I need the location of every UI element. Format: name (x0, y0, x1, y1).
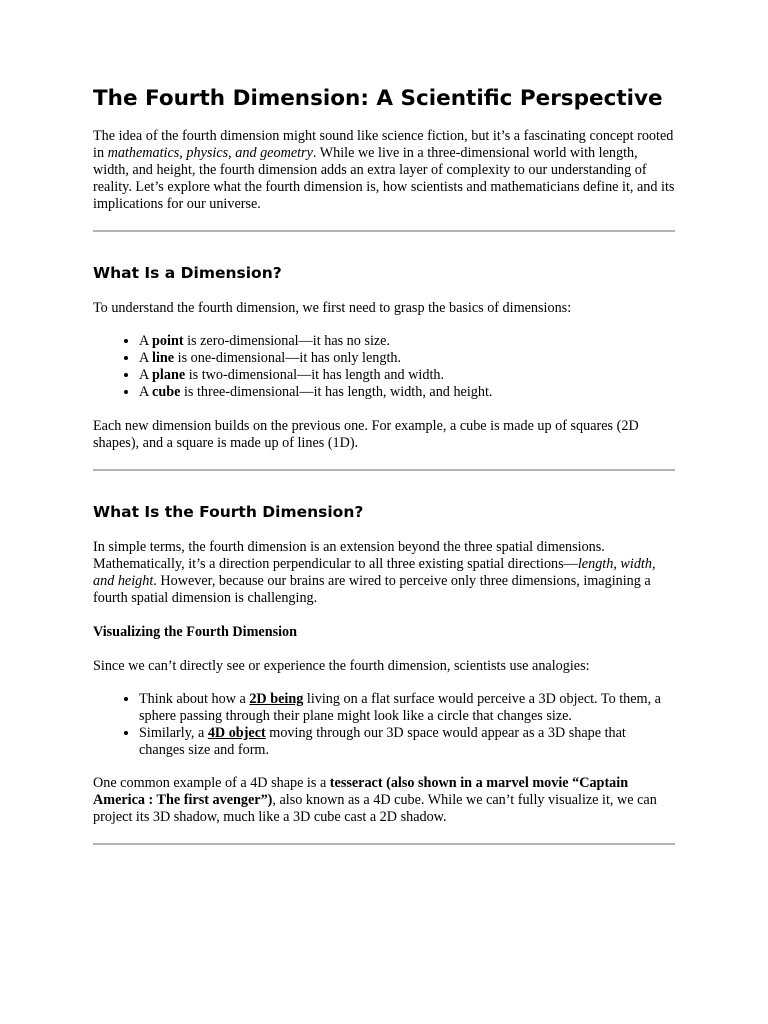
list-item-text: is zero-dimensional—it has no size. (183, 333, 391, 349)
analogy-list (93, 691, 675, 759)
closing-text-start: One common example of a 4D shape is a (93, 775, 330, 791)
list-item-text: moving through our 3D space would appear as a 3D shape that changes size and form. (139, 725, 626, 758)
subheading-visualizing (93, 624, 675, 641)
list-item (139, 725, 675, 759)
list-item-term: line (152, 350, 175, 366)
section-divider (93, 469, 675, 471)
section1-closing: Each new dimension builds on the previous one. For example, a cube is made up of squares (2D shapes), and a square is made up of lines (1D). (93, 418, 639, 451)
intro-paragraph (93, 128, 675, 213)
intro-emphasis: mathematics, physics, and geometry (107, 145, 313, 161)
section2-emphasis: length, width, and height (93, 556, 656, 589)
list-item (139, 333, 675, 350)
closing-emphasis: tesseract (also shown in a marvel movie “Captain America : The first avenger”) (93, 775, 629, 808)
subheading-text: Visualizing the Fourth Dimension (93, 624, 298, 640)
section1-lead: To understand the fourth dimension, we first need to grasp the basics of dimensions: (93, 300, 572, 316)
list-item-prefix: A (139, 384, 153, 400)
list-item-prefix: Similarly, a (139, 725, 208, 741)
section2-text-end: . However, because our brains are wired to perceive only three dimensions, imagining a fourth spatial dimension is challenging. (93, 573, 651, 606)
intro-text-start: The idea of the fourth dimension might sound like science fiction, but it’s a fascinating concept rooted in (93, 128, 674, 161)
list-item-prefix: A (139, 333, 153, 349)
list-item-text: is three-dimensional—it has length, width, and height. (180, 384, 493, 400)
section-divider (93, 230, 675, 232)
section2-closing (93, 775, 675, 826)
list-item-prefix: Think about how a (139, 691, 250, 707)
list-item-term: plane (152, 367, 186, 383)
list-item-term: cube (152, 384, 181, 400)
list-item (139, 350, 675, 367)
list-item (139, 384, 675, 401)
section2-paragraph (93, 539, 675, 607)
list-item-prefix: A (139, 367, 153, 383)
section-heading-dimension: What Is a Dimension? (93, 264, 282, 282)
document-page (93, 86, 675, 845)
list-item-text: is two-dimensional—it has length and width. (185, 367, 445, 383)
closing-text-end: , also known as a 4D cube. While we can’t fully visualize it, we can project its 3D shadow, much like a 3D cube cast a 2D shadow. (93, 792, 657, 825)
section2-text-start: In simple terms, the fourth dimension is an extension beyond the three spatial dimensions. Mathematically, it’s a direction perpendicular to all three existing spatial directions— (93, 539, 605, 572)
dimension-list (93, 333, 675, 401)
list-item (139, 691, 675, 725)
list-item-term: point (152, 333, 184, 349)
section2-lead: Since we can’t directly see or experience the fourth dimension, scientists use analogies: (93, 658, 590, 674)
list-item-text: living on a flat surface would perceive a 3D object. To them, a sphere passing through their plane might look like a circle that changes size. (139, 691, 661, 724)
page-title: The Fourth Dimension: A Scientific Perspective (93, 86, 663, 111)
list-item (139, 367, 675, 384)
section-heading-fourth-dimension: What Is the Fourth Dimension? (93, 503, 364, 521)
intro-text-end: . While we live in a three-dimensional world with length, width, and height, the fourth dimension adds an extra layer of complexity to our understanding of reality. Let’s explore what the fourth dimension is, how scientists and mathematicians define it, and its implications for our universe. (93, 145, 675, 212)
list-item-term: 4D object (207, 725, 266, 741)
list-item-term: 2D being (249, 691, 304, 707)
section-divider (93, 843, 675, 845)
list-item-prefix: A (139, 350, 153, 366)
list-item-text: is one-dimensional—it has only length. (174, 350, 402, 366)
